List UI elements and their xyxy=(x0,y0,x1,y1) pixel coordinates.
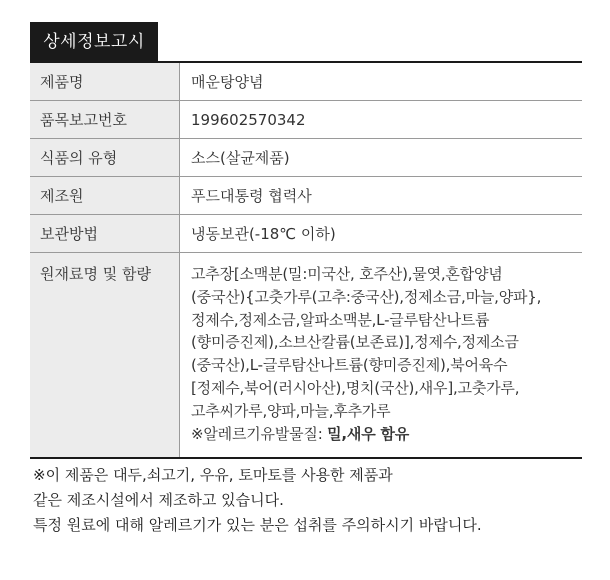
table-row-ingredients xyxy=(30,253,582,459)
row-label: 제품명 xyxy=(30,62,180,101)
ingredients-line: (향미증진제),소브산칼륨(보존료)],정제수,정제소금 xyxy=(191,333,519,352)
ingredients-line: 고추장[소맥분(밀:미국산, 호주산),물엿,혼합양념 xyxy=(191,265,503,283)
row-label: 보관방법 xyxy=(30,215,180,253)
row-label: 제조원 xyxy=(30,177,180,215)
row-label: 식품의 유형 xyxy=(30,139,180,177)
ingredients-line: (중국산),L-글루탐산나트륨(향미증진제),북어육수 xyxy=(191,356,508,375)
row-value: 매운탕양념 xyxy=(180,62,583,101)
row-label: 원재료명 및 함량 xyxy=(30,253,180,459)
ingredients-value xyxy=(180,253,583,459)
notice-line: 특정 원료에 대해 알레르기가 있는 분은 섭취를 주의하시기 바랍니다. xyxy=(33,516,482,534)
ingredients-line: 정제수,정제소금,알파소맥분,L-글루탐산나트륨 xyxy=(191,310,490,329)
table-row-storage xyxy=(30,215,582,253)
table-row-food-type xyxy=(30,139,582,177)
table-row-manufacturer xyxy=(30,177,582,215)
row-value: 냉동보관(-18℃ 이하) xyxy=(180,215,583,253)
row-value: 푸드대통령 협력사 xyxy=(180,177,583,215)
table-row-product-name xyxy=(30,62,582,101)
row-value: 소스(살균제품) xyxy=(180,139,583,177)
product-info-table xyxy=(30,61,582,459)
notice-line: ※이 제품은 대두,쇠고기, 우유, 토마토를 사용한 제품과 xyxy=(33,466,393,484)
ingredients-line: (중국산){고춧가루(고추:중국산),정제소금,마늘,양파}, xyxy=(191,287,542,306)
row-label: 품목보고번호 xyxy=(30,101,180,139)
allergy-notice xyxy=(33,463,593,538)
row-value: 199602570342 xyxy=(180,101,583,139)
ingredients-line: 고추씨가루,양파,마늘,후추가루 xyxy=(191,401,391,420)
ingredients-list xyxy=(191,263,582,445)
notice-line: 같은 제조시설에서 제조하고 있습니다. xyxy=(33,491,284,509)
table-row-report-number xyxy=(30,101,582,139)
allergen-value: 밀,새우 함유 xyxy=(327,424,410,443)
allergen-line xyxy=(191,423,582,446)
allergen-label: ※알레르기유발물질: xyxy=(191,424,328,443)
section-title: 상세정보고시 xyxy=(30,22,158,62)
ingredients-line: [정제수,북어(러시아산),명치(국산),새우],고춧가루, xyxy=(191,378,520,397)
